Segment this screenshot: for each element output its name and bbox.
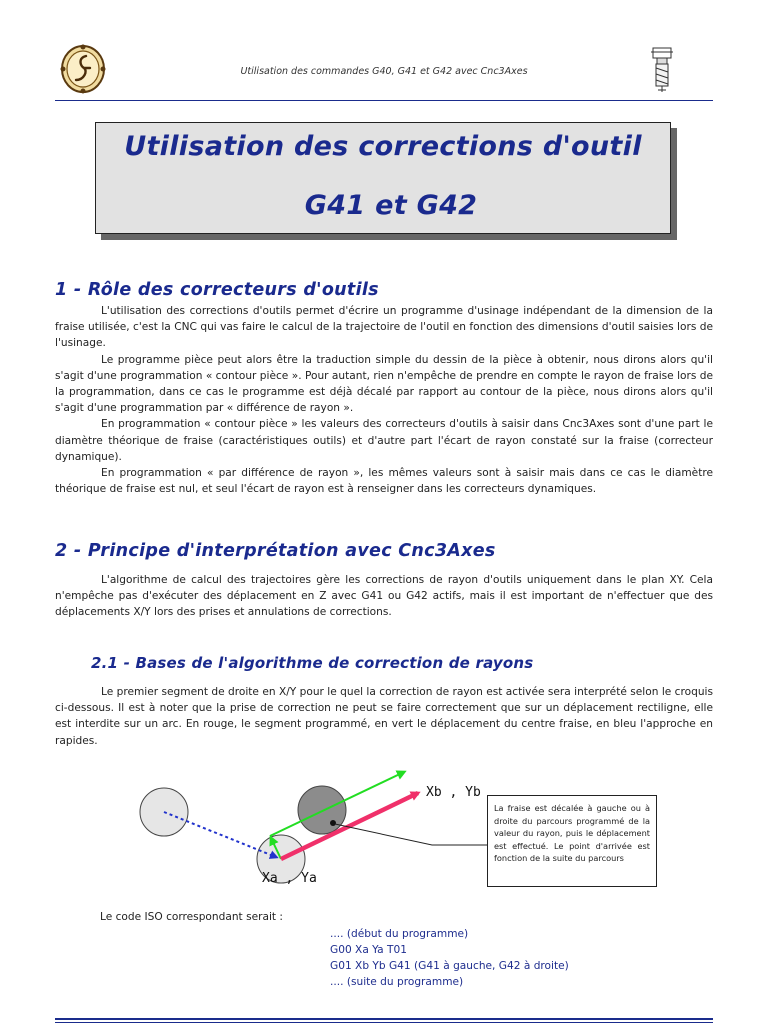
section-2-body <box>55 572 713 621</box>
paragraph: Le programme pièce peut alors être la traduction simple du dessin de la pièce à obtenir, nous dirons alors qu'il s'agit d'une programmation « contour pièce ». Pour autant, rien n'empêche de prendre en compte le rayon de fraise lors de la programmation, dans ce cas le programme est déjà décalé par rapport au contour de la pièce, nous dirons alors qu'il s'agit d'une programmation par « différence de rayon ». <box>55 353 713 415</box>
section-1-heading: 1 - Rôle des correcteurs d'outils <box>55 280 379 300</box>
label-start-point: Xa , Ya <box>262 871 317 886</box>
header-caption: Utilisation des commandes G40, G41 et G42 avec Cnc3Axes <box>240 66 528 77</box>
rapid-approach <box>164 812 276 857</box>
footer-rule <box>55 1018 713 1020</box>
paragraph: L'algorithme de calcul des trajectoires gère les corrections de rayon d'outils uniquement dans le plan XY. Cela n'empêche pas d'exécuter des déplacement en Z avec G41 ou G42 actifs, mais il est important de n'effectuer que des déplacements X/Y lors des prises et annulations de corrections. <box>55 574 713 619</box>
paragraph: En programmation « contour pièce » les valeurs des correcteurs d'outils à saisir dans Cnc3Axes sont d'une part le diamètre théorique de fraise (caractéristiques outils) et d'autre part l'écart de rayon constaté sur la fraise (correcteur dynamique). <box>55 418 713 463</box>
code-line: .... (suite du programme) <box>330 976 464 988</box>
section-2-1-body <box>55 684 713 749</box>
section-1-body <box>55 303 713 497</box>
title-line-1: Utilisation des corrections d'outil <box>124 131 642 162</box>
footer-rule <box>55 1022 713 1023</box>
tool-logo <box>648 46 676 94</box>
paragraph: En programmation « par différence de rayon », les mêmes valeurs sont à saisir mais dans ce cas le diamètre théorique de fraise est nul, et seul l'écart de rayon est à renseigner dans les correcteurs dynamiques. <box>55 467 713 496</box>
title-line-2: G41 et G42 <box>304 190 478 221</box>
section-2-1-heading: 2.1 - Bases de l'algorithme de correction de rayons <box>91 654 534 672</box>
paragraph: Le premier segment de droite en X/Y pour le quel la correction de rayon est activée sera interprété selon le croquis ci-dessous. Il est à noter que la prise de correction ne peut se faire correctement que sur un déplacement rectiligne, elle est interdite sur un arc. En rouge, le segment programmé, en vert le déplacement du centre fraise, en bleu l'approche en rapides. <box>55 686 713 747</box>
callout-leader <box>335 824 487 845</box>
paragraph: L'utilisation des corrections d'outils permet d'écrire un programme d'usinage indépendant de la dimension de la fraise utilisée, c'est la CNC qui vas faire le calcul de la trajectoire de l'outil en fonction des dimensions d'outil saisies lors de l'usinage. <box>55 305 713 350</box>
iso-intro: Le code ISO correspondant serait : <box>100 911 283 923</box>
code-line: .... (début du programme) <box>330 928 469 940</box>
tool-end-position <box>298 786 346 834</box>
tool-center-dot <box>330 820 336 826</box>
code-line: G00 Xa Ya T01 <box>330 944 407 956</box>
label-end-point: Xb , Yb <box>426 785 481 800</box>
code-line: G01 Xb Yb G41 (G41 à gauche, G42 à droite) <box>330 960 569 972</box>
header-rule <box>55 100 713 101</box>
milling-cutter-icon <box>648 46 676 94</box>
title-box <box>95 122 671 234</box>
diagram-callout: La fraise est décalée à gauche ou à droite du parcours programmé de la valeur du rayon, puis le déplacement est effectué. Le point d'arrivée est fonction de la suite du parcours <box>487 795 657 887</box>
section-2-heading: 2 - Principe d'interprétation avec Cnc3Axes <box>55 541 496 561</box>
